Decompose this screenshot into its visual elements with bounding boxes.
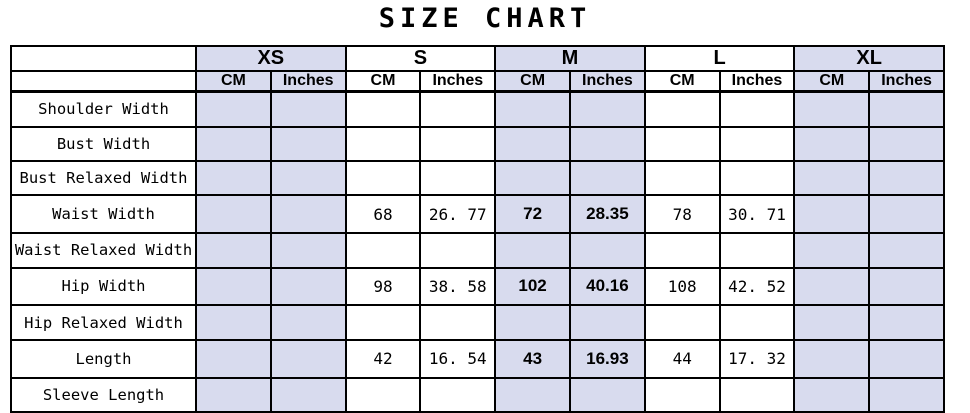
cell-hip-relaxed-width-xl-inches: [869, 305, 944, 339]
cell-bust-relaxed-width-s-cm: [346, 161, 421, 195]
cell-bust-width-m-cm: [495, 127, 570, 161]
row-label-bust-width: Bust Width: [11, 127, 196, 161]
cell-length-xl-cm: [794, 340, 869, 378]
unit-header-xl-cm: CM: [794, 71, 869, 92]
cell-sleeve-length-m-inches: [570, 378, 645, 412]
cell-hip-width-s-inches: 38. 58: [420, 268, 495, 306]
size-header-l: L: [645, 46, 795, 71]
cell-sleeve-length-l-inches: [720, 378, 795, 412]
cell-waist-width-xl-cm: [794, 195, 869, 233]
cell-waist-width-m-cm: 72: [495, 195, 570, 233]
corner-cell-bottom: [11, 71, 196, 92]
cell-bust-relaxed-width-xl-cm: [794, 161, 869, 195]
unit-header-xl-inches: Inches: [869, 71, 944, 92]
cell-waist-width-l-inches: 30. 71: [720, 195, 795, 233]
cell-waist-relaxed-width-xl-cm: [794, 233, 869, 267]
cell-sleeve-length-s-cm: [346, 378, 421, 412]
cell-waist-relaxed-width-s-inches: [420, 233, 495, 267]
cell-shoulder-width-m-inches: [570, 92, 645, 127]
unit-header-s-cm: CM: [346, 71, 421, 92]
cell-sleeve-length-xl-cm: [794, 378, 869, 412]
row-label-hip-width: Hip Width: [11, 268, 196, 306]
cell-waist-width-l-cm: 78: [645, 195, 720, 233]
cell-shoulder-width-l-cm: [645, 92, 720, 127]
cell-sleeve-length-xl-inches: [869, 378, 944, 412]
table-row-length: [11, 340, 944, 378]
cell-waist-relaxed-width-l-cm: [645, 233, 720, 267]
size-header-row: [11, 46, 944, 71]
cell-hip-width-m-inches: 40.16: [570, 268, 645, 306]
cell-waist-relaxed-width-l-inches: [720, 233, 795, 267]
page-title: SIZE CHART: [378, 3, 592, 34]
size-header-s: S: [346, 46, 496, 71]
unit-header-l-cm: CM: [645, 71, 720, 92]
cell-waist-relaxed-width-xs-inches: [271, 233, 346, 267]
cell-waist-width-m-inches: 28.35: [570, 195, 645, 233]
cell-sleeve-length-xs-inches: [271, 378, 346, 412]
cell-hip-relaxed-width-m-inches: [570, 305, 645, 339]
cell-shoulder-width-xs-cm: [196, 92, 271, 127]
cell-length-s-cm: 42: [346, 340, 421, 378]
cell-waist-width-s-cm: 68: [346, 195, 421, 233]
table-row-waist-relaxed-width: [11, 233, 944, 267]
cell-bust-width-l-inches: [720, 127, 795, 161]
unit-header-s-inches: Inches: [420, 71, 495, 92]
table-row-bust-relaxed-width: [11, 161, 944, 195]
cell-shoulder-width-xs-inches: [271, 92, 346, 127]
cell-length-m-cm: 43: [495, 340, 570, 378]
cell-shoulder-width-s-inches: [420, 92, 495, 127]
table-row-shoulder-width: [11, 92, 944, 127]
row-label-shoulder-width: Shoulder Width: [11, 92, 196, 127]
table-header: [11, 46, 944, 92]
cell-bust-width-xl-cm: [794, 127, 869, 161]
cell-waist-width-xs-inches: [271, 195, 346, 233]
cell-hip-relaxed-width-xs-inches: [271, 305, 346, 339]
cell-waist-width-xl-inches: [869, 195, 944, 233]
cell-bust-relaxed-width-s-inches: [420, 161, 495, 195]
cell-waist-relaxed-width-xl-inches: [869, 233, 944, 267]
cell-bust-width-xs-cm: [196, 127, 271, 161]
cell-length-xl-inches: [869, 340, 944, 378]
unit-header-xs-cm: CM: [196, 71, 271, 92]
unit-header-m-cm: CM: [495, 71, 570, 92]
size-header-m: M: [495, 46, 645, 71]
cell-bust-relaxed-width-xs-inches: [271, 161, 346, 195]
cell-bust-relaxed-width-xs-cm: [196, 161, 271, 195]
cell-bust-width-l-cm: [645, 127, 720, 161]
cell-bust-relaxed-width-m-cm: [495, 161, 570, 195]
cell-hip-width-s-cm: 98: [346, 268, 421, 306]
cell-shoulder-width-xl-cm: [794, 92, 869, 127]
cell-sleeve-length-m-cm: [495, 378, 570, 412]
cell-hip-width-m-cm: 102: [495, 268, 570, 306]
cell-hip-relaxed-width-xs-cm: [196, 305, 271, 339]
cell-length-m-inches: 16.93: [570, 340, 645, 378]
cell-waist-relaxed-width-s-cm: [346, 233, 421, 267]
cell-hip-width-xl-cm: [794, 268, 869, 306]
table-row-hip-width: [11, 268, 944, 306]
cell-hip-width-xl-inches: [869, 268, 944, 306]
unit-header-l-inches: Inches: [720, 71, 795, 92]
cell-hip-relaxed-width-xl-cm: [794, 305, 869, 339]
cell-bust-relaxed-width-m-inches: [570, 161, 645, 195]
table-row-bust-width: [11, 127, 944, 161]
corner-cell-top: [11, 46, 196, 71]
cell-waist-relaxed-width-m-cm: [495, 233, 570, 267]
cell-length-l-cm: 44: [645, 340, 720, 378]
size-header-xl: XL: [794, 46, 944, 71]
cell-shoulder-width-s-cm: [346, 92, 421, 127]
cell-hip-relaxed-width-s-inches: [420, 305, 495, 339]
row-label-length: Length: [11, 340, 196, 378]
unit-header-m-inches: Inches: [570, 71, 645, 92]
cell-hip-width-l-cm: 108: [645, 268, 720, 306]
cell-bust-width-s-cm: [346, 127, 421, 161]
cell-bust-relaxed-width-xl-inches: [869, 161, 944, 195]
table-row-sleeve-length: [11, 378, 944, 412]
cell-hip-width-xs-inches: [271, 268, 346, 306]
cell-bust-relaxed-width-l-cm: [645, 161, 720, 195]
cell-shoulder-width-m-cm: [495, 92, 570, 127]
cell-waist-width-xs-cm: [196, 195, 271, 233]
cell-bust-width-xl-inches: [869, 127, 944, 161]
cell-shoulder-width-l-inches: [720, 92, 795, 127]
row-label-waist-width: Waist Width: [11, 195, 196, 233]
cell-sleeve-length-s-inches: [420, 378, 495, 412]
cell-hip-relaxed-width-s-cm: [346, 305, 421, 339]
unit-header-row: [11, 71, 944, 92]
table-row-hip-relaxed-width: [11, 305, 944, 339]
cell-length-s-inches: 16. 54: [420, 340, 495, 378]
cell-length-l-inches: 17. 32: [720, 340, 795, 378]
table-row-waist-width: [11, 195, 944, 233]
cell-waist-relaxed-width-xs-cm: [196, 233, 271, 267]
cell-shoulder-width-xl-inches: [869, 92, 944, 127]
cell-bust-relaxed-width-l-inches: [720, 161, 795, 195]
cell-bust-width-xs-inches: [271, 127, 346, 161]
cell-hip-relaxed-width-l-inches: [720, 305, 795, 339]
cell-length-xs-cm: [196, 340, 271, 378]
unit-header-xs-inches: Inches: [271, 71, 346, 92]
row-label-waist-relaxed-width: Waist Relaxed Width: [11, 233, 196, 267]
table-body: [11, 92, 944, 413]
cell-length-xs-inches: [271, 340, 346, 378]
row-label-sleeve-length: Sleeve Length: [11, 378, 196, 412]
row-label-bust-relaxed-width: Bust Relaxed Width: [11, 161, 196, 195]
size-header-xs: XS: [196, 46, 346, 71]
cell-sleeve-length-xs-cm: [196, 378, 271, 412]
cell-sleeve-length-l-cm: [645, 378, 720, 412]
row-label-hip-relaxed-width: Hip Relaxed Width: [11, 305, 196, 339]
cell-waist-width-s-inches: 26. 77: [420, 195, 495, 233]
cell-hip-relaxed-width-m-cm: [495, 305, 570, 339]
size-chart-table: [10, 45, 945, 413]
cell-waist-relaxed-width-m-inches: [570, 233, 645, 267]
cell-bust-width-s-inches: [420, 127, 495, 161]
cell-hip-relaxed-width-l-cm: [645, 305, 720, 339]
cell-bust-width-m-inches: [570, 127, 645, 161]
cell-hip-width-xs-cm: [196, 268, 271, 306]
cell-hip-width-l-inches: 42. 52: [720, 268, 795, 306]
